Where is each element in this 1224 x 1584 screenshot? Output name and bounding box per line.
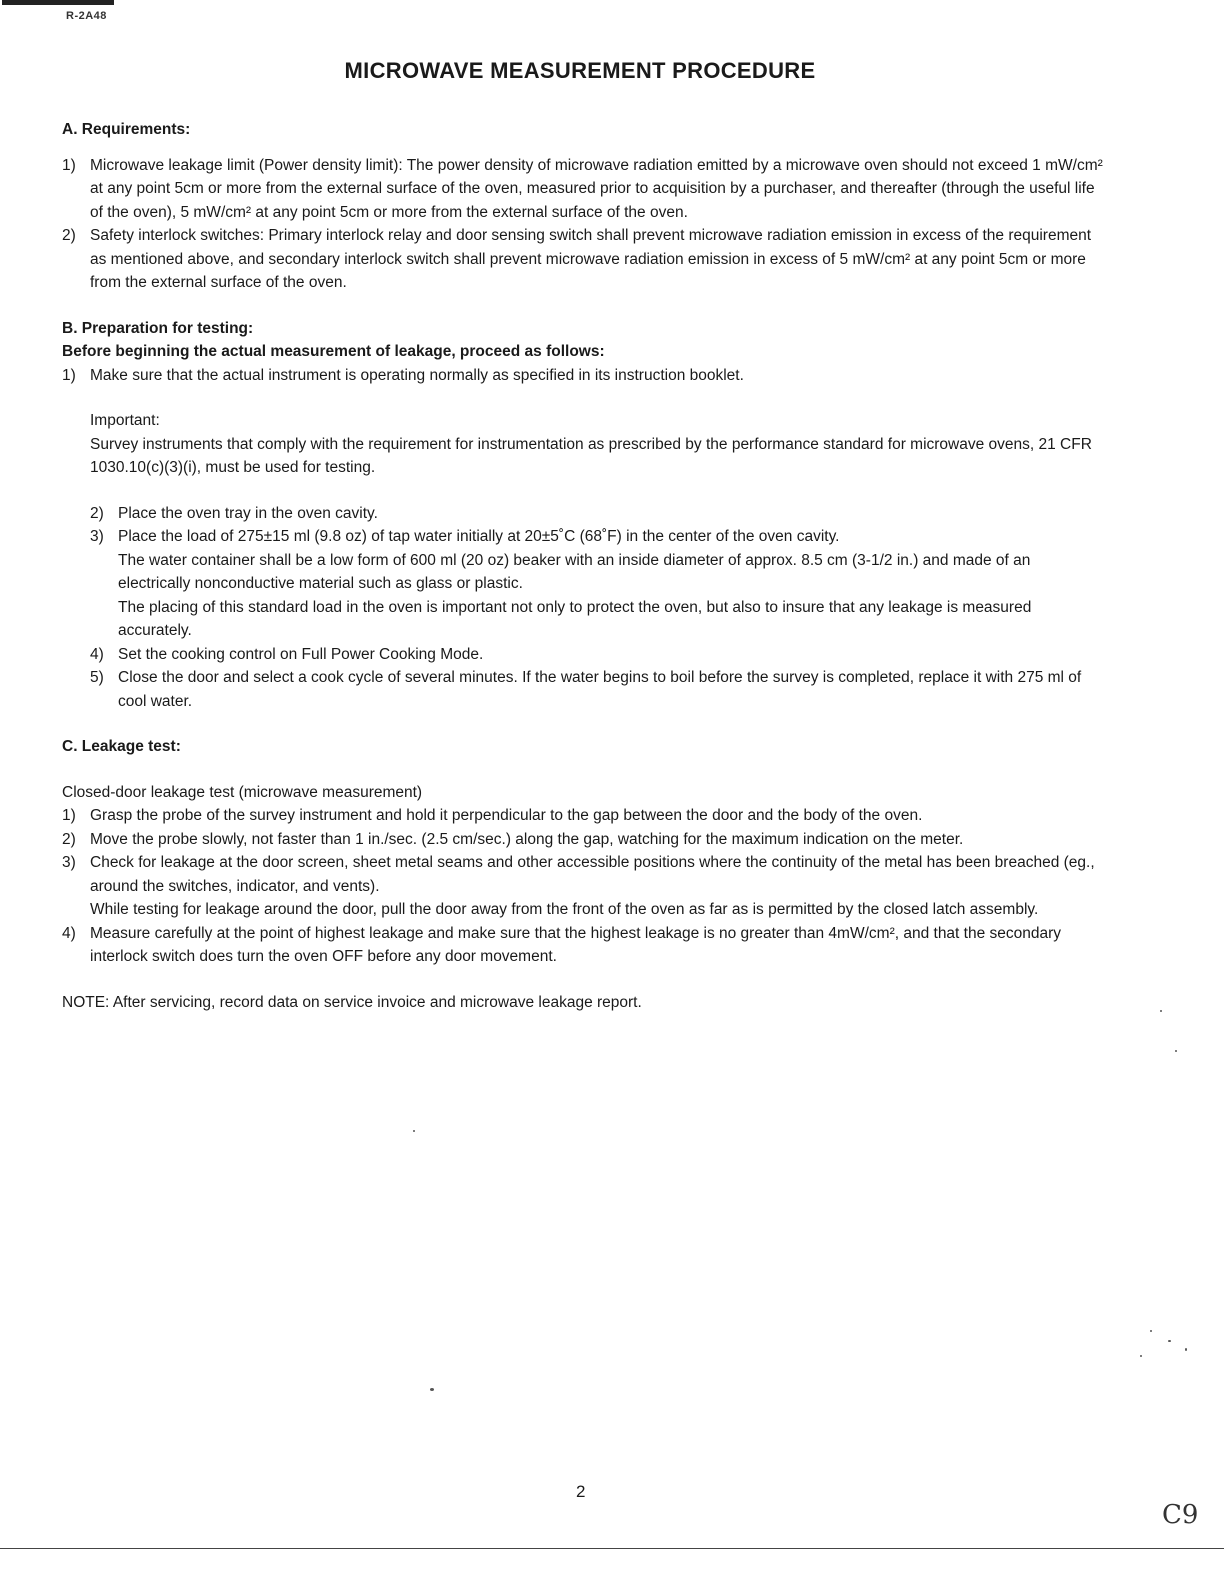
list-item [62,364,1104,388]
scan-speck [1175,1050,1177,1052]
item-number: 2) [62,830,76,848]
item-number: 2) [90,504,104,522]
list-item [90,666,1104,713]
list-item [62,922,1104,969]
list-item [62,224,1104,295]
scan-speck [430,1388,434,1391]
section-a-heading: A. Requirements: [62,121,191,138]
document-body [62,118,1104,1014]
page-number: 2 [576,1482,586,1501]
list-item [90,502,1104,526]
section-b-subheading: Before beginning the actual measurement of leakage, proceed as follows: [62,343,605,360]
item-text: Move the probe slowly, not faster than 1 in./sec. (2.5 cm/sec.) along the gap, watching for the maximum indication on the meter. [90,830,964,848]
item-number: 1) [62,807,76,824]
item-number: 2) [62,227,76,244]
item-number: 4) [90,645,104,663]
item-text-extra: While testing for leakage around the door, pull the door away from the front of the oven as far as is permitted by the closed latch assembly. [90,901,1039,918]
section-c-heading: C. Leakage test: [62,738,181,755]
scan-speck [1168,1340,1171,1342]
note: NOTE: After servicing, record data on service invoice and microwave leakage report. [62,993,642,1011]
scan-speck [1140,1355,1142,1357]
important-text: Survey instruments that comply with the requirement for instrumentation as prescribed by the performance standard for microwave ovens, 21 CFR 1030.10(c)(3)(i), must be used for testing. [90,435,1092,476]
item-text: Make sure that the actual instrument is operating normally as specified in its instruction booklet. [90,366,744,384]
item-text: Check for leakage at the door screen, sheet metal seams and other accessible positions where the continuity of the metal has been breached (eg., around the switches, indicator, and vents). [90,854,1095,895]
item-text: Set the cooking control on Full Power Cooking Mode. [118,645,484,663]
item-text-block [118,525,1104,643]
item-text: Grasp the probe of the survey instrument and hold it perpendicular to the gap between the door and the body of the oven. [90,807,923,824]
item-text-block [90,851,1104,922]
item-text: Close the door and select a cook cycle of several minutes. If the water begins to boil before the survey is completed, replace it with 275 ml of cool water. [118,669,1082,710]
item-text: Place the oven tray in the oven cavity. [118,504,378,522]
sub-list [90,502,1104,714]
list-item [90,643,1104,667]
item-text: Safety interlock switches: Primary interlock relay and door sensing switch shall prevent microwave radiation emission in excess of the requirement as mentioned above, and secondary interlock switch shall prevent microwave radiation emission in excess of 5 mW/cm² at any point 5cm or more from the external surface of the oven. [90,227,1092,291]
item-text: Place the load of 275±15 ml (9.8 oz) of tap water initially at 20±5˚C (68˚F) in the center of the oven cavity. [118,528,840,545]
item-number: 1) [62,366,76,384]
item-number: 5) [90,669,104,686]
list-item [62,154,1104,225]
scan-bar [2,0,114,5]
page-title: MICROWAVE MEASUREMENT PROCEDURE [344,58,816,83]
handwritten-mark: C9 [1162,1500,1199,1530]
item-text-extra: The water container shall be a low form of 600 ml (20 oz) beaker with an inside diameter of approx. 8.5 cm (3-1/2 in.) and made of an electrically nonconductive material such as glass or plastic. [118,551,1031,592]
list-item [62,851,1104,922]
important-label: Important: [90,412,160,429]
scan-speck [1150,1330,1152,1332]
item-text: Measure carefully at the point of highest leakage and make sure that the highest leakage is no greater than 4mW/cm², and that the secondary interlock switch does turn the oven OFF before any door movement. [90,924,1062,965]
list-item [90,525,1104,643]
list-item [62,804,1104,828]
model-number: R-2A48 [66,10,107,22]
list-item [62,828,1104,852]
scan-speck [1185,1348,1187,1351]
section-c-intro: Closed-door leakage test (microwave measurement) [62,783,423,801]
scan-speck [413,1130,415,1132]
item-number: 3) [90,528,104,545]
section-b-heading: B. Preparation for testing: [62,319,254,337]
item-number: 1) [62,156,76,174]
scan-speck [1160,1010,1162,1012]
bottom-rule [0,1548,1224,1549]
item-number: 4) [62,924,76,942]
item-number: 3) [62,854,76,871]
item-text-extra: The placing of this standard load in the oven is important not only to protect the oven, but also to insure that any leakage is measured accurately. [118,598,1032,639]
item-text: Microwave leakage limit (Power density limit): The power density of microwave radiation emitted by a microwave oven should not exceed 1 mW/cm² at any point 5cm or more from the external surface of the oven, measured prior to acquisition by a purchaser, and thereafter (through the useful life of the oven), 5 mW/cm² at any point 5cm or more from the external surface of the oven. [90,156,1103,221]
